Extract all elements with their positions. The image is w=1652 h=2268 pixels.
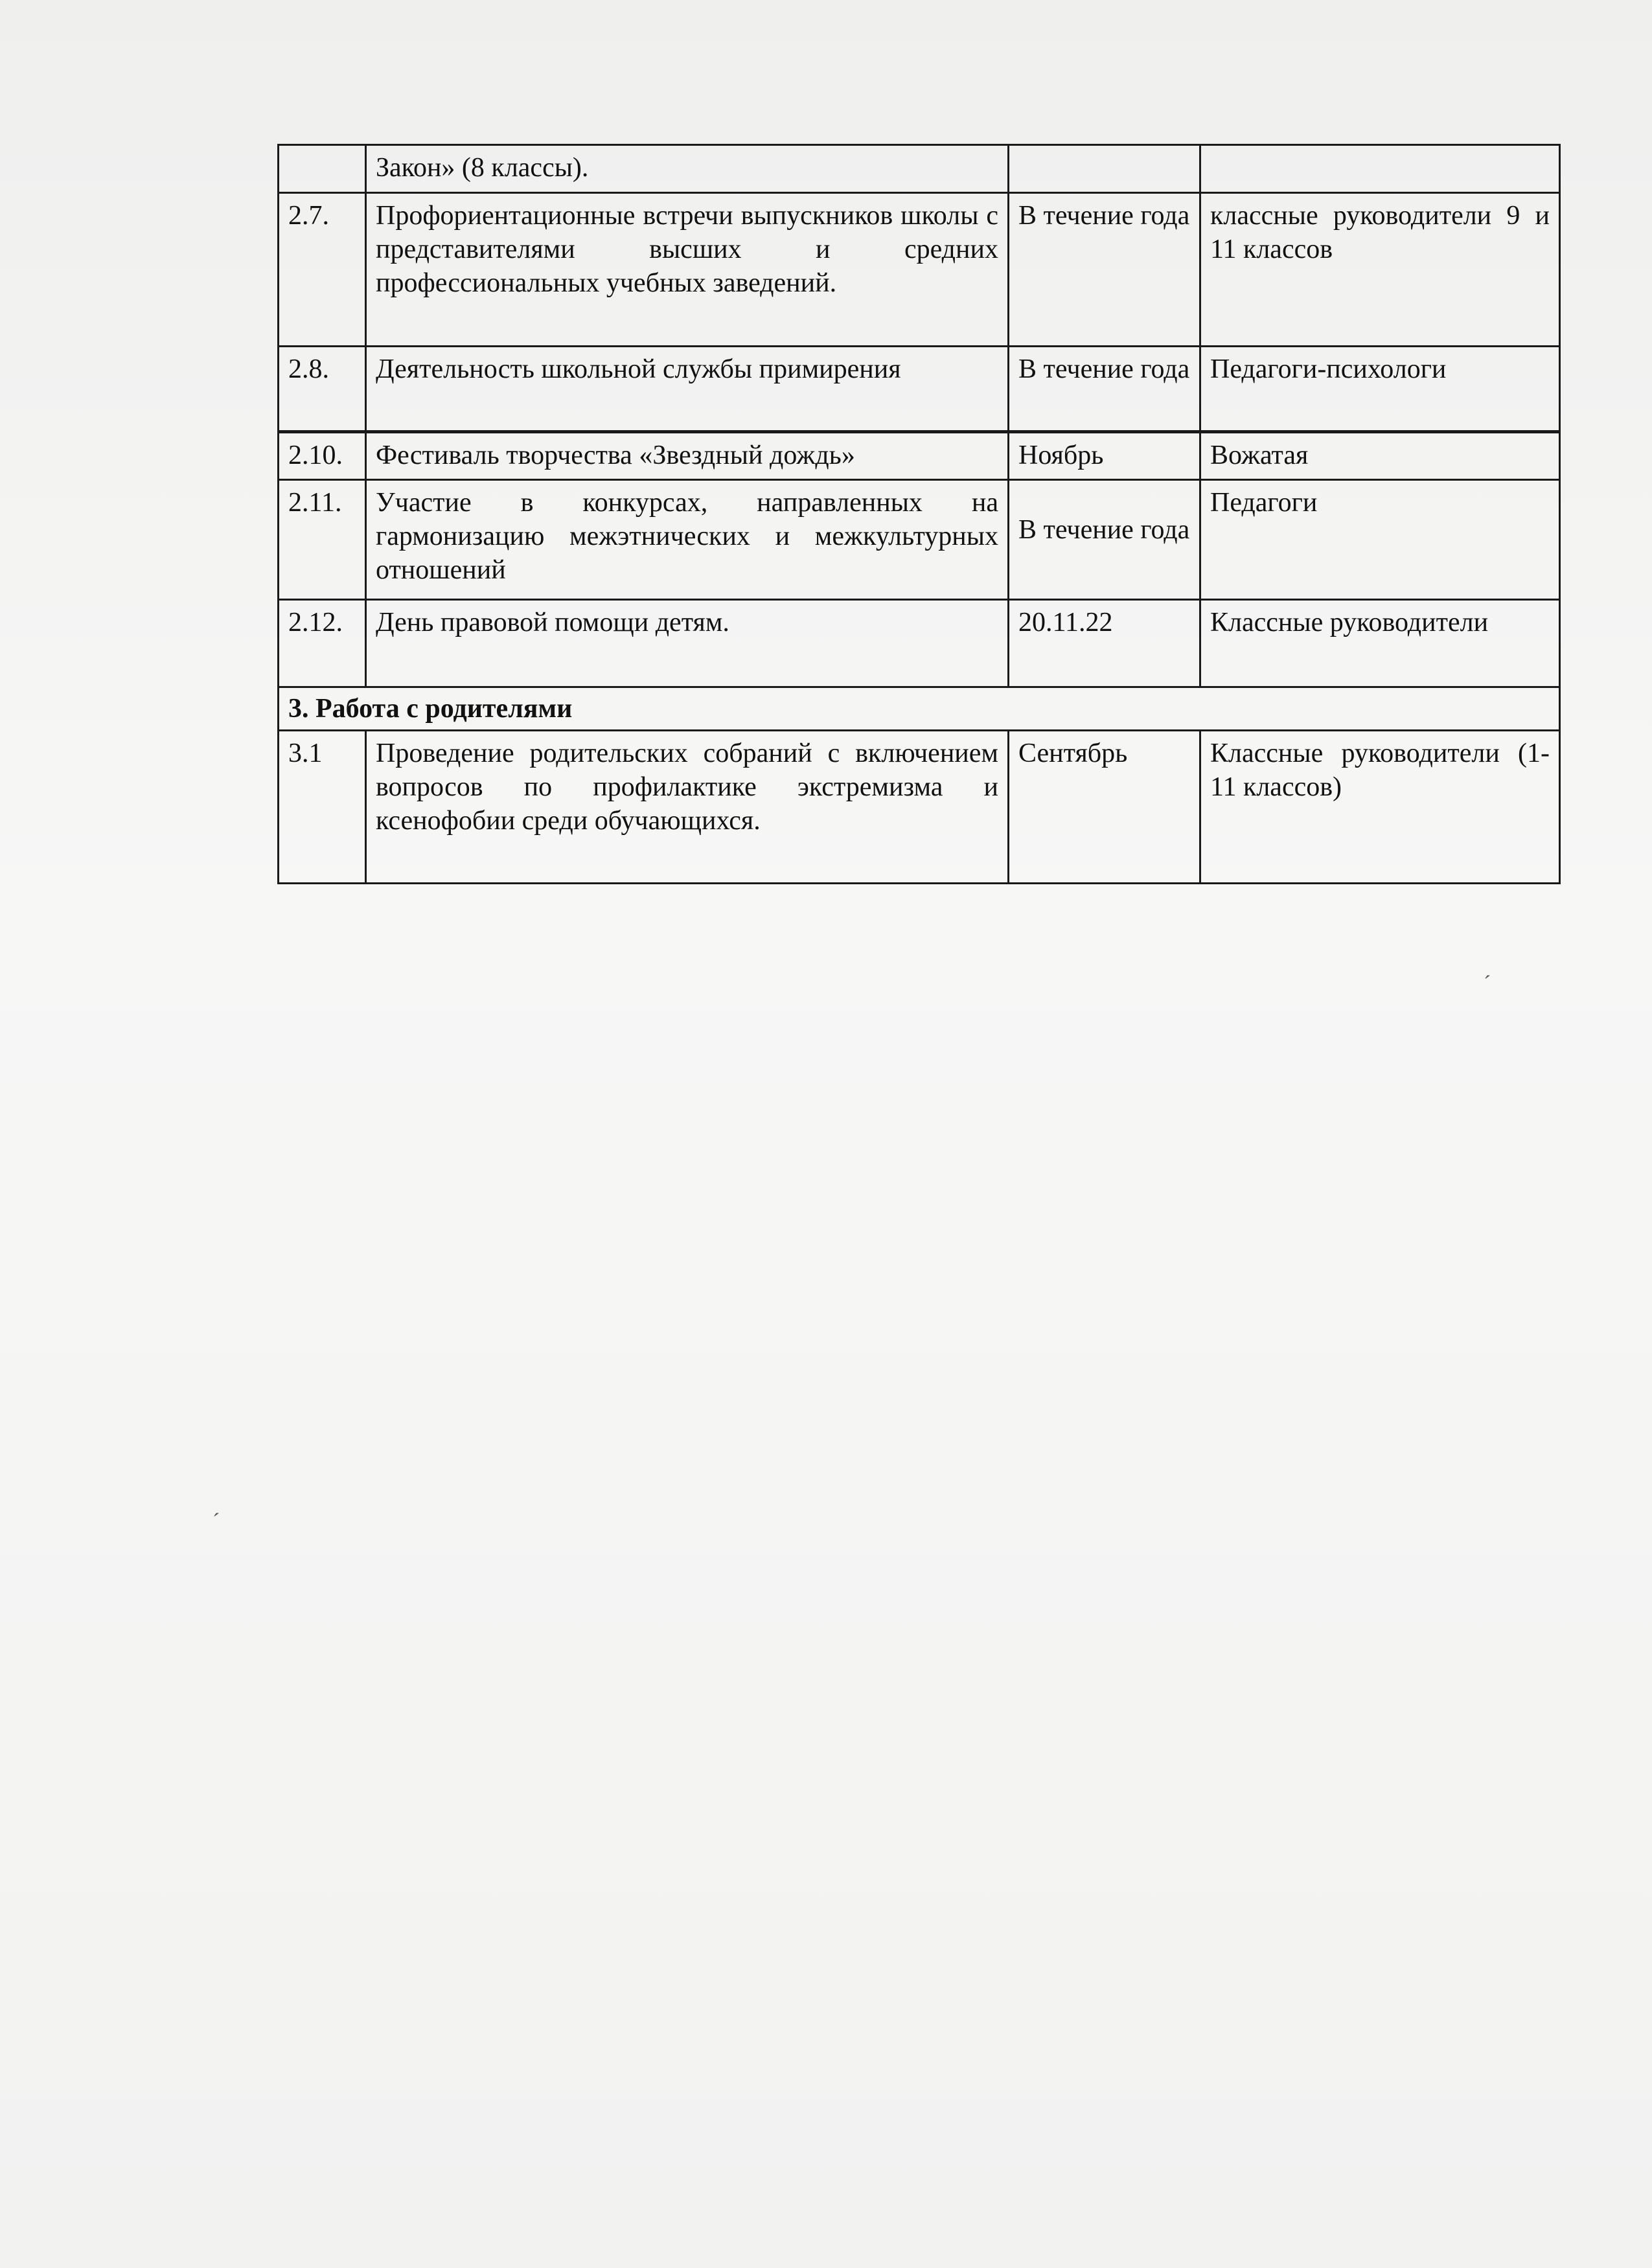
scan-speck: ˊ bbox=[212, 1509, 220, 1533]
responsible-cell: Педагоги bbox=[1200, 480, 1560, 600]
scan-speck: ˊ bbox=[1484, 972, 1491, 996]
table-row bbox=[279, 145, 1560, 193]
section-header-row bbox=[279, 687, 1560, 731]
table-row bbox=[279, 193, 1560, 347]
activity-cell: Участие в конкурсах, направленных на гармонизацию межэтнических и межкультурных отношений bbox=[366, 480, 1009, 600]
term-cell: Сентябрь bbox=[1009, 731, 1200, 884]
table-row bbox=[279, 432, 1560, 480]
term-cell: 20.11.22 bbox=[1009, 600, 1200, 687]
term-cell bbox=[1009, 145, 1200, 193]
term-cell: Ноябрь bbox=[1009, 432, 1200, 480]
activity-plan-table bbox=[277, 144, 1561, 884]
responsible-cell: классные руководители 9 и 11 классов bbox=[1200, 193, 1560, 347]
table-row bbox=[279, 731, 1560, 884]
responsible-cell: Классные руководители (1-11 классов) bbox=[1200, 731, 1560, 884]
row-number: 2.7. bbox=[279, 193, 366, 347]
row-number: 2.10. bbox=[279, 432, 366, 480]
responsible-cell: Педагоги-психологи bbox=[1200, 347, 1560, 432]
table-row bbox=[279, 347, 1560, 432]
table-row bbox=[279, 480, 1560, 600]
activity-cell: Проведение родительских собраний с включением вопросов по профилактике экстремизма и ксенофобии среди обучающихся. bbox=[366, 731, 1009, 884]
activity-cell: Фестиваль творчества «Звездный дождь» bbox=[366, 432, 1009, 480]
row-number: 2.11. bbox=[279, 480, 366, 600]
activity-cell: Закон» (8 классы). bbox=[366, 145, 1009, 193]
responsible-cell bbox=[1200, 145, 1560, 193]
table-row bbox=[279, 600, 1560, 687]
activity-cell: День правовой помощи детям. bbox=[366, 600, 1009, 687]
row-number: 2.8. bbox=[279, 347, 366, 432]
term-cell: В течение года bbox=[1009, 347, 1200, 432]
row-number: 3.1 bbox=[279, 731, 366, 884]
responsible-cell: Классные руководители bbox=[1200, 600, 1560, 687]
row-number: 2.12. bbox=[279, 600, 366, 687]
term-cell: В течение года bbox=[1009, 480, 1200, 600]
row-number bbox=[279, 145, 366, 193]
term-cell: В течение года bbox=[1009, 193, 1200, 347]
responsible-cell: Вожатая bbox=[1200, 432, 1560, 480]
section-title: 3. Работа с родителями bbox=[279, 687, 1560, 731]
activity-cell: Деятельность школьной службы примирения bbox=[366, 347, 1009, 432]
activity-cell: Профориентационные встречи выпускников школы с представителями высших и средних профессиональных учебных заведений. bbox=[366, 193, 1009, 347]
